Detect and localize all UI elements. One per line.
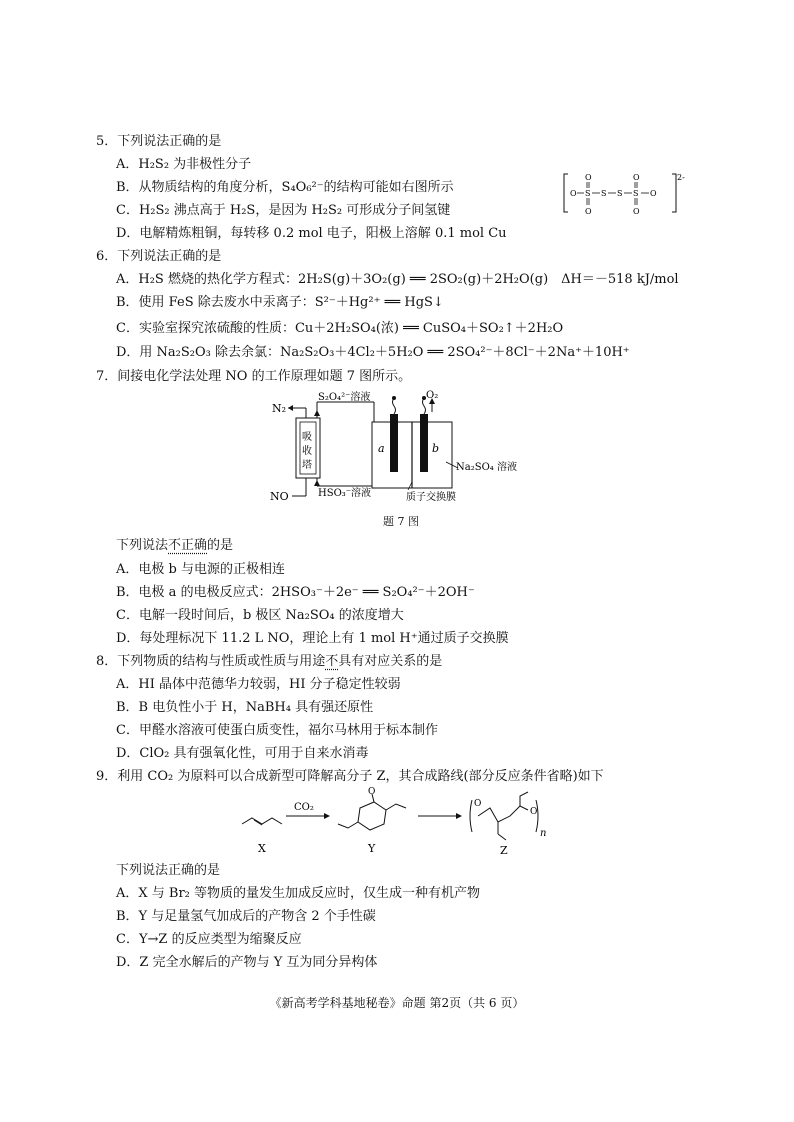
electrolysis-diagram: [262, 390, 562, 508]
q8-stem-emphasis: 不: [325, 654, 339, 669]
q7-stem2: [116, 537, 233, 555]
q6-option-b: B．使用 FeS 除去废水中汞离子：S²⁻＋Hg²⁺ ══ HgS↓: [116, 295, 444, 310]
q9-stem: 9．利用 CO₂ 为原料可以合成新型可降解高分子 Z，其合成路线(部分反应条件省略)如下: [96, 769, 604, 784]
q9-option-a: A．X 与 Br₂ 等物质的量发生加成反应时，仅生成一种有机产物: [116, 886, 481, 901]
q7-stem2-pre: 下列说法: [116, 538, 169, 553]
svg-text:S: S: [633, 189, 639, 198]
svg-text:O: O: [570, 189, 577, 198]
q8-stem: [96, 653, 442, 671]
label-z-ether-o: O: [530, 807, 538, 817]
svg-text:O: O: [585, 207, 592, 216]
q6-option-a: A．H₂S 燃烧的热化学方程式：2H₂S(g)＋3O₂(g) ══ 2SO₂(g)＋2H₂O(g) ΔH＝－518 kJ/mol: [116, 272, 679, 287]
q7-option-d: D．每处理标况下 11.2 L NO，理论上有 1 mol H⁺通过质子交换膜: [116, 631, 509, 646]
q5-option-d: D．电解精炼粗铜，每转移 0.2 mol 电子，阳极上溶解 0.1 mol Cu: [116, 226, 507, 241]
q9-option-d: D．Z 完全水解后的产物与 Y 互为同分异构体: [116, 955, 378, 970]
label-y: Y: [368, 842, 376, 855]
q8-option-b: B．B 电负性小于 H，NaBH₄ 具有强还原性: [116, 700, 374, 715]
q8-stem-pre: 8．下列物质的结构与性质或性质与用途: [96, 654, 326, 669]
page-footer: 《新高考学科基地秘卷》命题 第2页（共 6 页）: [269, 996, 525, 1010]
label-o2: O₂: [426, 390, 439, 401]
q8-stem-post: 具有对应关系的是: [338, 654, 443, 669]
label-co2: CO₂: [294, 802, 314, 813]
q6-option-d: D．用 Na₂S₂O₃ 除去余氯：Na₂S₂O₃＋4Cl₂＋5H₂O ══ 2SO₄²⁻＋8Cl⁻＋2Na⁺＋10H⁺: [116, 345, 630, 360]
q7-option-a: A．电极 b 与电源的正极相连: [116, 562, 285, 577]
svg-text:O: O: [650, 189, 657, 198]
q9-option-b: B．Y 与足量氢气加成后的产物含 2 个手性碳: [116, 909, 376, 924]
svg-text:O: O: [633, 207, 640, 216]
svg-text:O: O: [585, 173, 592, 182]
label-n2: N₂: [272, 402, 287, 415]
svg-text:S: S: [601, 189, 607, 198]
label-s2o4-solution: S₂O₄²⁻溶液: [318, 392, 371, 403]
synthesis-route-diagram: [236, 786, 576, 856]
q8-option-a: A．HI 晶体中范德华力较弱，HI 分子稳定性较弱: [116, 677, 401, 692]
label-z: Z: [500, 844, 508, 856]
label-electrode-b: b: [432, 442, 440, 455]
label-n: n: [540, 828, 547, 839]
q7-option-c: C．电解一段时间后，b 极区 Na₂SO₄ 的浓度增大: [116, 608, 404, 623]
q7-stem2-post: 的是: [207, 538, 234, 553]
q7-stem2-emphasis: 不正确: [168, 538, 208, 553]
label-hso3-solution: HSO₃⁻溶液: [318, 488, 372, 499]
label-z-carbonyl-o: O: [474, 799, 482, 809]
svg-text:O: O: [633, 173, 640, 182]
q7-stem: 7．间接电化学法处理 NO 的工作原理如题 7 图所示。: [96, 369, 412, 384]
q5-option-b: B．从物质结构的角度分析，S₄O₆²⁻的结构可能如右图所示: [116, 180, 454, 195]
label-na2so4-solution: Na₂SO₄ 溶液: [456, 462, 517, 473]
q8-option-c: C．甲醛水溶液可使蛋白质变性，福尔马林用于标本制作: [116, 723, 438, 738]
q5-option-a: A．H₂S₂ 为非极性分子: [116, 157, 252, 172]
label-y-carbonyl-o: O: [368, 787, 376, 797]
q5-stem: 5．下列说法正确的是: [96, 134, 222, 149]
label-x: X: [258, 842, 266, 855]
q8-option-d: D．ClO₂ 具有强氧化性，可用于自来水消毒: [116, 746, 369, 761]
q7-option-b: B．电极 a 的电极反应式：2HSO₃⁻＋2e⁻ ══ S₂O₄²⁻＋2OH⁻: [116, 585, 475, 600]
tower-char-2: 收: [302, 446, 312, 457]
label-no: NO: [270, 490, 289, 503]
s4o6-structure: [560, 168, 690, 220]
q6-stem: 6．下列说法正确的是: [96, 249, 222, 264]
svg-text:S: S: [585, 189, 591, 198]
q6-option-c: C．实验室探究浓硫酸的性质：Cu＋2H₂SO₄(浓) ══ CuSO₄＋SO₂↑＋2H₂O: [116, 321, 564, 336]
figure-7-caption: 题 7 图: [383, 515, 419, 528]
s4o6-charge: 2-: [677, 173, 685, 182]
label-electrode-a: a: [378, 442, 385, 455]
tower-char-1: 吸: [302, 432, 312, 443]
q9-stem2: 下列说法正确的是: [116, 863, 221, 878]
q5-option-c: C．H₂S₂ 沸点高于 H₂S，是因为 H₂S₂ 可形成分子间氢键: [116, 203, 451, 218]
tower-char-3: 塔: [302, 460, 312, 471]
q9-option-c: C．Y→Z 的反应类型为缩聚反应: [116, 932, 302, 947]
svg-text:S: S: [617, 189, 623, 198]
label-proton-membrane: 质子交换膜: [406, 492, 456, 503]
